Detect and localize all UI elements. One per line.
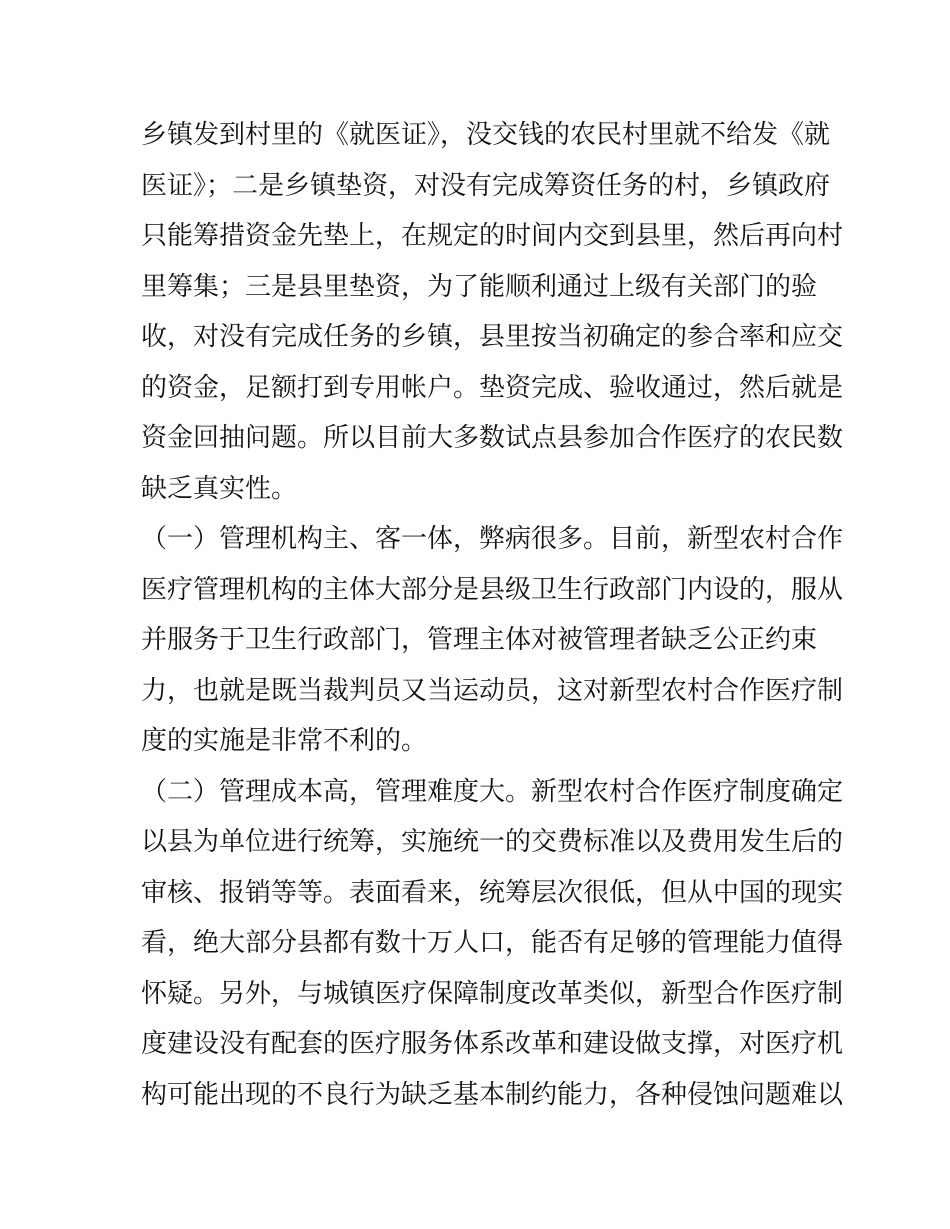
text-line: 只能筹措资金先垫上，在规定的时间内交到县里，然后再向村 xyxy=(141,221,844,251)
text-line: 度建设没有配套的医疗服务体系改革和建设做支撑，对医疗机 xyxy=(141,1029,844,1059)
text-line: 构可能出现的不良行为缺乏基本制约能力，各种侵蚀问题难以 xyxy=(141,1079,844,1110)
text-line: 里筹集；三是县里垫资，为了能顺利通过上级有关部门的验 xyxy=(141,271,818,302)
text-line: 的资金，足额打到专用帐户。垫资完成、验收通过，然后就是 xyxy=(141,372,844,403)
section-heading-line: （一）管理机构主、客一体，弊病很多。目前，新型农村合作 xyxy=(141,524,844,554)
text-line: 审核、报销等等。表面看来，统筹层次很低，但从中国的现实 xyxy=(141,877,844,908)
text-line: 度的实施是非常不利的。 xyxy=(141,726,428,756)
text-line: 医证》；二是乡镇垫资，对没有完成筹资任务的村，乡镇政府 xyxy=(141,170,831,201)
text-line: 医疗管理机构的主体大部分是县级卫生行政部门内设的，服从 xyxy=(141,574,844,605)
text-line: 乡镇发到村里的《就医证》，没交钱的农民村里就不给发《就 xyxy=(141,120,831,150)
text-line: 怀疑。另外，与城镇医疗保障制度改革类似，新型合作医疗制 xyxy=(141,978,844,1009)
text-line: 缺乏真实性。 xyxy=(141,473,298,504)
text-line: 看，绝大部分县都有数十万人口，能否有足够的管理能力值得 xyxy=(141,928,844,958)
body-text xyxy=(141,110,844,1120)
text-line: 收，对没有完成任务的乡镇，县里按当初确定的参合率和应交 xyxy=(141,322,844,352)
text-line: 资金回抽问题。所以目前大多数试点县参加合作医疗的农民数 xyxy=(141,423,844,453)
section-heading-line: （二）管理成本高，管理难度大。新型农村合作医疗制度确定 xyxy=(141,776,844,807)
text-line: 力，也就是既当裁判员又当运动员，这对新型农村合作医疗制 xyxy=(141,675,844,706)
text-line: 并服务于卫生行政部门，管理主体对被管理者缺乏公正约束 xyxy=(141,625,818,655)
text-line: 以县为单位进行统筹，实施统一的交费标准以及费用发生后的 xyxy=(141,827,844,857)
